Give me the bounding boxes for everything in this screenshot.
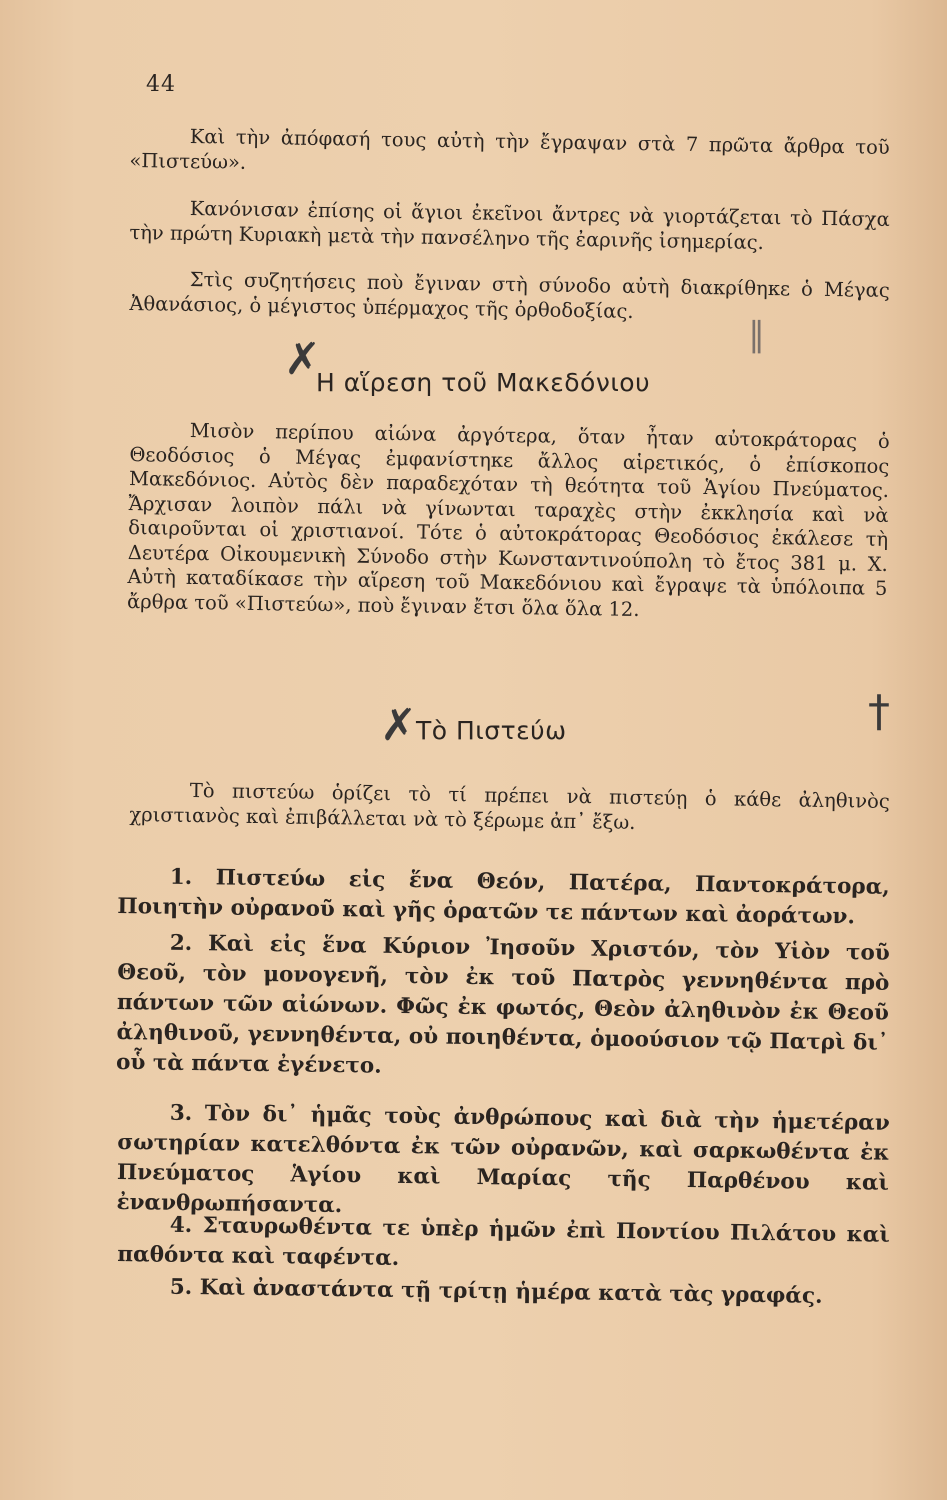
intro-paragraph-1-text: Καὶ τὴν ἀπόφασή τους αὐτὴ τὴν ἔγραψαν στὰ 7 πρῶτα ἄρθρα τοῦ «Πιστεύω».	[129, 124, 890, 174]
pencil-x-mark-icon: ✗	[380, 700, 417, 751]
intro-paragraph-3-text: Στὶς συζητήσεις ποὺ ἔγιναν στὴ σύνοδο αὐτὴ διακρίθηκε ὁ Μέγας Ἀθανάσιος, ὁ μέγιστος ὑπέρμαχος τῆς ὀρθοδοξίας.	[129, 267, 890, 323]
creed-article-4-text: 4. Σταυρωθέντα τε ὑπὲρ ἡμῶν ἐπὶ Ποντίου Πιλάτου καὶ παθόντα καὶ ταφέντα.	[117, 1212, 890, 1271]
page-number: 44	[146, 72, 176, 97]
creed-article-2	[116, 928, 890, 1089]
intro-paragraph-2-text: Κανόνισαν ἐπίσης οἱ ἅγιοι ἐκεῖνοι ἄντρες νὰ γιορτάζεται τὸ Πάσχα τὴν πρώτη Κυριακὴ μετὰ τὴν πανσέληνο τῆς ἐαρινῆς ἰσημερίας.	[129, 196, 890, 254]
section-heading-creed: Τὸ Πιστεύω	[416, 716, 567, 745]
creed-article-3	[116, 1098, 890, 1229]
creed-intro-paragraph-text: Τὸ πιστεύω ὁρίζει τὸ τί πρέπει νὰ πιστεύῃ ὁ κάθε ἀληθινὸς χριστιανὸς καὶ ἐπιβάλλεται νὰ τὸ ξέρωμε ἀπ᾿ ἔξω.	[129, 778, 890, 834]
creed-article-3-text: 3. Τὸν δι᾿ ἡμᾶς τοὺς ἀνθρώπους καὶ διὰ τὴν ἡμετέραν σωτηρίαν κατελθόντα ἐκ τῶν οὐρανῶν, καὶ σαρκωθέντα ἐκ Πνεύματος Ἁγίου καὶ Μαρίας τῆς Παρθένου καὶ ἐνανθρωπήσαντα.	[116, 1100, 890, 1219]
creed-article-5-text: 5. Καὶ ἀναστάντα τῇ τρίτῃ ἡμέρα κατὰ τὰς γραφάς.	[169, 1274, 823, 1309]
creed-article-1	[117, 862, 890, 933]
macedonius-paragraph	[127, 418, 890, 626]
intro-paragraph-3	[129, 267, 890, 328]
intro-paragraph-2	[129, 196, 890, 257]
intro-paragraph-1	[129, 124, 890, 185]
creed-intro-paragraph	[129, 778, 890, 839]
pencil-cross-mark-icon: †	[868, 686, 890, 737]
creed-article-2-text: 2. Καὶ εἰς ἕνα Κύριον Ἰησοῦν Χριστόν, τὸν Υἱὸν τοῦ Θεοῦ, τὸν μονογενῆ, τὸν ἐκ τοῦ Πατρὸς γεννηθέντα πρὸ πάντων τῶν αἰώνων. Φῶς ἐκ φωτός, Θεὸν ἀληθινὸν ἐκ Θεοῦ ἀληθινοῦ, γεννηθέντα, οὐ ποιηθέντα, ὁμοούσιον τῷ Πατρὶ δι᾿ οὗ τὰ πάντα ἐγένετο.	[115, 930, 890, 1079]
pencil-x-mark-icon: ✗	[284, 334, 321, 385]
macedonius-paragraph-text: Μισὸν περίπου αἰώνα ἀργότερα, ὅταν ἦταν αὐτοκράτορας ὁ Θεοδόσιος ὁ Μέγας ἐμφανίστηκε ἄλλος αἱρετικός, ὁ ἐπίσκοπος Μακεδόνιος. Αὐτὸς δὲν παραδεχόταν τὴ θεότητα τοῦ Ἁγίου Πνεύματος. Ἄρχισαν λοιπὸν πάλι νὰ γίνωνται ταραχὲς στὴν ἐκκλησία καὶ νὰ διαιροῦνται οἱ χριστιανοί. Τότε ὁ αὐτοκράτορας Θεοδόσιος ἐκάλεσε τὴ Δευτέρα Οἰκουμενικὴ Σύνοδο στὴν Κωνσταντινούπολη τὸ ἔτος 381 μ. Χ. Αὐτὴ καταδίκασε τὴν αἵρεση τοῦ Μακεδόνιου καὶ ἔγραψε τὰ ὑπόλοιπα 5 ἄρθρα τοῦ «Πιστεύω», ποὺ ἔγιναν ἔτσι ὅλα ὅλα 12.	[126, 418, 890, 621]
creed-article-1-text: 1. Πιστεύω εἰς ἕνα Θεόν, Πατέρα, Παντοκράτορα, Ποιητὴν οὐρανοῦ καὶ γῆς ὁρατῶν τε πάντων καὶ ἀοράτων.	[117, 864, 890, 930]
section-heading-macedonius: Η αἵρεση τοῦ Μακεδόνιου	[316, 368, 651, 397]
creed-article-4	[117, 1210, 890, 1281]
pencil-scribble-icon: ∥	[748, 315, 765, 355]
